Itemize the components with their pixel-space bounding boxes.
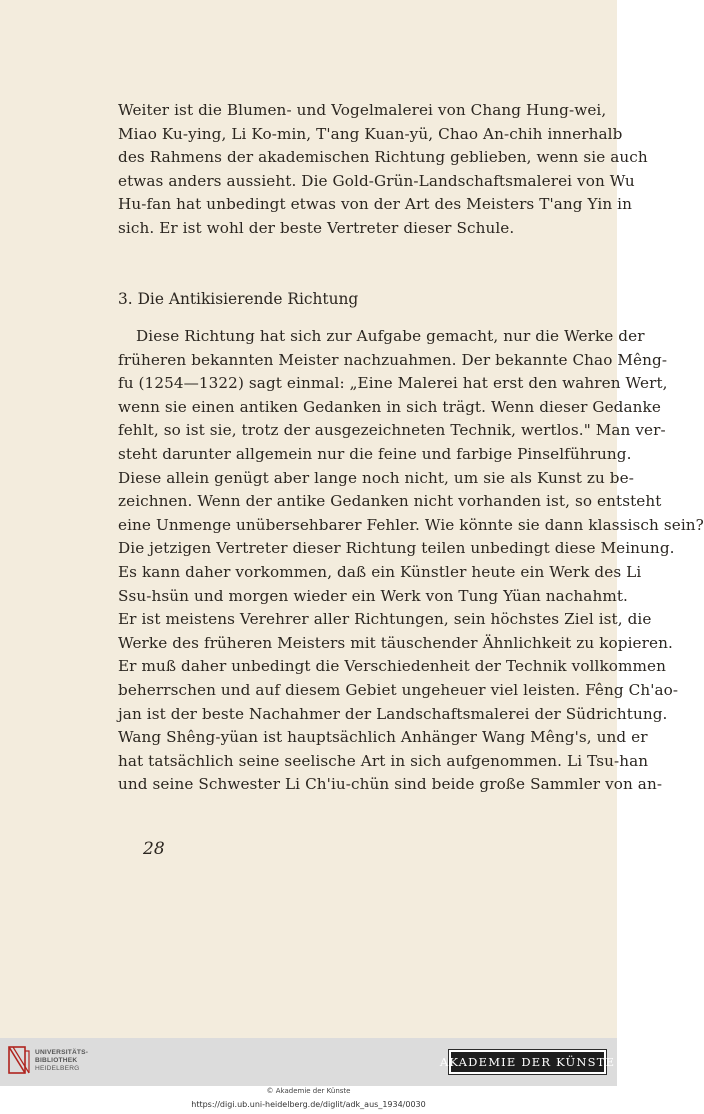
text-line: Diese allein genügt aber lange noch nicht, um sie als Kunst zu be-	[118, 468, 634, 487]
text-line: Diese Richtung hat sich zur Aufgabe gemacht, nur die Werke der	[136, 327, 645, 345]
library-name-line: HEIDELBERG	[35, 1065, 80, 1072]
text-line: Werke des früheren Meisters mit täuschender Ähnlichkeit zu kopieren.	[118, 633, 673, 652]
text-line: Miao Ku-ying, Li Ko-min, T'ang Kuan-yü, Chao An-chih innerhalb	[118, 124, 623, 143]
library-name-line: UNIVERSITÄTS-	[35, 1049, 89, 1056]
paragraph-2	[118, 325, 704, 797]
text-line: des Rahmens der akademischen Richtung geblieben, wenn sie auch	[118, 148, 648, 167]
text-line: Weiter ist die Blumen- und Vogelmalerei von Chang Hung-wei,	[118, 101, 607, 119]
text-line: jan ist der beste Nachahmer der Landschaftsmalerei der Südrichtung.	[118, 704, 668, 723]
viewer-footer-bar	[0, 1038, 617, 1086]
paragraph-1	[118, 99, 648, 241]
text-line: fu (1254—1322) sagt einmal: „Eine Malerei hat erst den wahren Wert,	[118, 374, 668, 393]
permalink-url[interactable]: https://digi.ub.uni-heidelberg.de/diglit/adk_aus_1934/0030	[191, 1100, 426, 1109]
akademie-der-kuenste-badge[interactable]	[439, 1049, 616, 1075]
text-line: Er muß daher unbedingt die Verschiedenheit der Technik vollkommen	[118, 657, 666, 676]
text-line: beherrschen und auf diesem Gebiet ungeheuer viel leisten. Fêng Ch'ao-	[118, 680, 679, 699]
text-line: früheren bekannten Meister nachzuahmen. Der bekannte Chao Mêng-	[118, 350, 668, 369]
text-line: eine Unmenge unübersehbarer Fehler. Wie könnte sie dann klassisch sein?	[118, 515, 704, 534]
text-line: steht darunter allgemein nur die feine und farbige Pinselführung.	[118, 444, 632, 463]
text-line: sich. Er ist wohl der beste Vertreter dieser Schule.	[118, 218, 515, 237]
text-line: Es kann daher vorkommen, daß ein Künstler heute ein Werk des Li	[118, 562, 642, 581]
text-line: Wang Shêng-yüan ist hauptsächlich Anhänger Wang Mêng's, und er	[118, 728, 648, 747]
text-line: und seine Schwester Li Ch'iu-chün sind beide große Sammler von an-	[118, 775, 663, 794]
section-heading: 3. Die Antikisierende Richtung	[118, 290, 359, 308]
text-line: Die jetzigen Vertreter dieser Richtung teilen unbedingt diese Meinung.	[118, 539, 675, 558]
ub-heidelberg-logo-icon[interactable]	[7, 1045, 31, 1077]
badge-inner	[439, 1052, 616, 1072]
text-line: hat tatsächlich seine seelische Art in sich aufgenommen. Li Tsu-han	[118, 751, 649, 770]
library-name[interactable]	[35, 1049, 88, 1073]
page-number: 28	[143, 839, 165, 859]
text-line: etwas anders aussieht. Die Gold-Grün-Landschaftsmalerei von Wu	[118, 171, 635, 190]
library-name-line: BIBLIOTHEK	[35, 1057, 78, 1064]
text-line: zeichnen. Wenn der antike Gedanken nicht vorhanden ist, so entsteht	[118, 492, 662, 511]
copyright-notice: © Akademie der Künste	[266, 1087, 351, 1095]
badge-label: AKADEMIE DER KÜNSTE	[439, 1055, 616, 1069]
text-line: wenn sie einen antiken Gedanken in sich trägt. Wenn dieser Gedanke	[118, 397, 661, 416]
text-line: fehlt, so ist sie, trotz der ausgezeichneten Technik, wertlos." Man ver-	[118, 421, 666, 440]
text-line: Er ist meistens Verehrer aller Richtungen, sein höchstes Ziel ist, die	[118, 610, 652, 629]
text-line: Ssu-hsün und morgen wieder ein Werk von Tung Yüan nachahmt.	[118, 586, 628, 605]
text-line: Hu-fan hat unbedingt etwas von der Art des Meisters T'ang Yin in	[118, 195, 633, 214]
